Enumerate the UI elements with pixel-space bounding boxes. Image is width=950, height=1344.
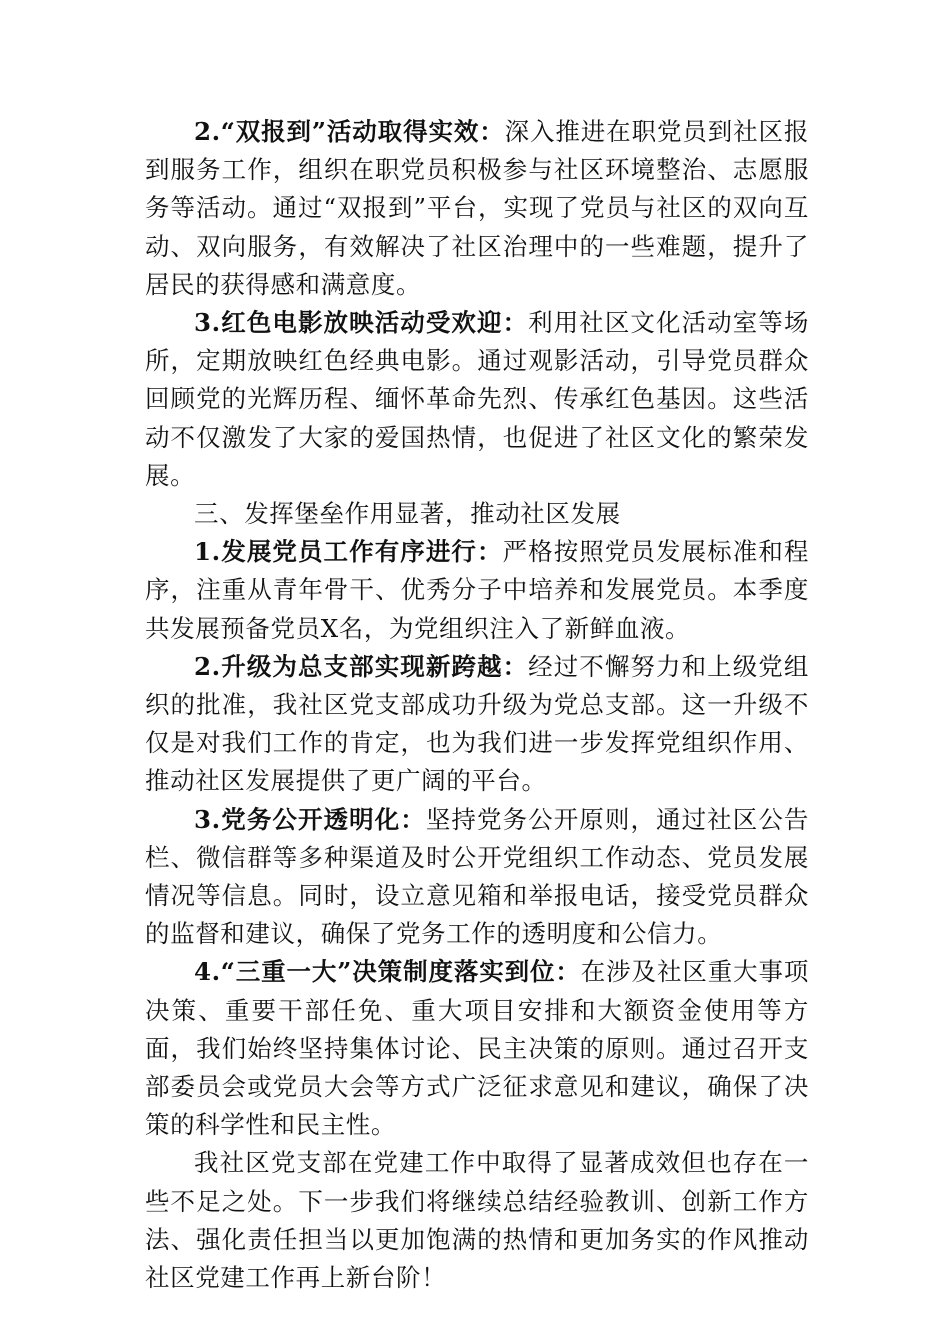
paragraph-text: 坚持党务公开原则，通过社区公告栏、微信群等多种渠道及时公开党组织工作动态、党员发展情况等信息。同时，设立意见箱和举报电话，接受党员群众的监督和建议，确保了党务工作的透明度和公信力。 (145, 804, 810, 949)
paragraph-affairs-transparency (145, 801, 809, 954)
paragraph-text: 经过不懈努力和上级党组织的批准，我社区党支部成功升级为党总支部。这一升级不仅是对我们工作的肯定，也为我们进一步发挥党组织作用、推动社区发展提供了更广阔的平台。 (145, 651, 809, 796)
paragraph-general-branch-upgrade (145, 648, 809, 801)
paragraph-text: 利用社区文化活动室等场所，定期放映红色经典电影。通过观影活动，引导党员群众回顾党的光辉历程、缅怀革命先烈、传承红色基因。这些活动不仅激发了大家的爱国热情，也促进了社区文化的繁荣发展。 (145, 308, 809, 490)
paragraph-lead: 1.发展党员工作有序进行： (194, 537, 503, 567)
paragraph-lead: 3.红色电影放映活动受欢迎： (194, 308, 529, 338)
paragraph-double-report (145, 113, 809, 304)
paragraph-closing: 我社区党支部在党建工作中取得了显著成效但也存在一些不足之处。下一步我们将继续总结经验教训、创新工作方法、强化责任担当以更加饱满的热情和更加务实的作风推动社区党建工作再上新台阶！ (145, 1148, 809, 1293)
section-heading: 三、发挥堡垒作用显著，推动社区发展 (194, 499, 621, 529)
document-body (145, 113, 809, 1297)
paragraph-red-film (145, 304, 809, 495)
paragraph-lead: 4.“三重一大”决策制度落实到位： (194, 957, 581, 987)
paragraph-decision-system (145, 953, 809, 1144)
paragraph-text: 深入推进在职党员到社区报到服务工作，组织在职党员积极参与社区环境整治、志愿服务等活动。通过“双报到”平台，实现了党员与社区的双向互动、双向服务，有效解决了社区治理中的一些难题，提升了居民的获得感和满意度。 (145, 117, 809, 299)
paragraph-lead: 2.“双报到”活动取得实效： (194, 117, 505, 146)
paragraph-lead: 2.升级为总支部实现新跨越： (194, 651, 529, 681)
paragraph-text: 在涉及社区重大事项决策、重要干部任免、重大项目安排和大额资金使用等方面，我们始终坚持集体讨论、民主决策的原则。通过召开支部委员会或党员大会等方式广泛征求意见和建议，确保了决策的科学性和民主性。 (145, 957, 809, 1140)
paragraph-member-development (145, 533, 809, 648)
paragraph-text: 严格按照党员发展标准和程序，注重从青年骨干、优秀分子中培养和发展党员。本季度共发展预备党员X名，为党组织注入了新鲜血液。 (145, 537, 809, 643)
paragraph-lead: 3.党务公开透明化： (194, 804, 426, 834)
